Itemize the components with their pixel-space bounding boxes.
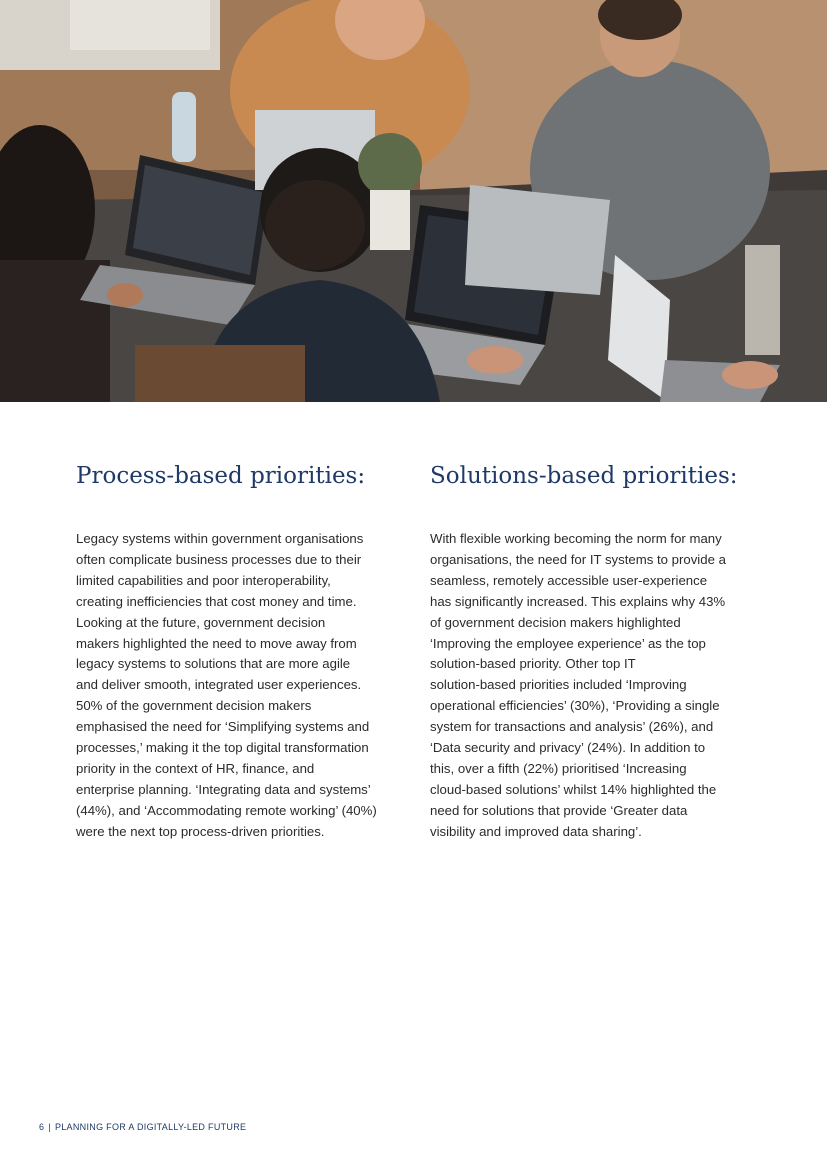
footer-title: PLANNING FOR A DIGITALLY-LED FUTURE: [54, 1122, 247, 1132]
hero-illustration: [0, 0, 827, 402]
process-priorities-section: [76, 455, 394, 843]
solutions-priorities-section: [430, 455, 750, 843]
process-priorities-body: Legacy systems within government organisations often complicate business processes due to their limited capabilities and poor interoperability, creating inefficiencies that cost money and time. Looking at the future, government decision makers highlighted the need to move away from legacy systems to solutions that are more agile and deliver smooth, integrated user experiences. 50% of the government decision makers emphasised the need for ‘Simplifying systems and processes,’ making it the top digital transformation priority in the context of HR, finance, and enterprise planning. ‘Integrating data and systems’ (44%), and ‘Accommodating remote working’ (40%) were the next top process-driven priorities.: [76, 531, 377, 839]
solutions-priorities-body: With flexible working becoming the norm for many organisations, the need for IT systems to provide a seamless, remotely accessible user-experience has significantly increased. This explains why 43% of government decision makers highlighted ‘Improving the employee experience’ as the top solution-based priority. Other top IT solution-based priorities included ‘Improving operational efficiencies’ (30%), ‘Providing a single system for transactions and analysis’ (26%), and ‘Data security and privacy’ (24%). In addition to this, over a fifth (22%) prioritised ‘Increasing cloud-based solutions’ whilst 14% highlighted the need for solutions that provide ‘Greater data visibility and improved data sharing’.: [430, 531, 726, 839]
page-footer: [39, 1122, 246, 1132]
footer-separator: |: [48, 1122, 51, 1132]
page-number: 6: [39, 1122, 45, 1132]
hero-photo: [0, 0, 827, 402]
process-priorities-heading: Process-based priorities:: [76, 463, 366, 489]
solutions-priorities-heading: Solutions-based priorities:: [430, 463, 738, 489]
